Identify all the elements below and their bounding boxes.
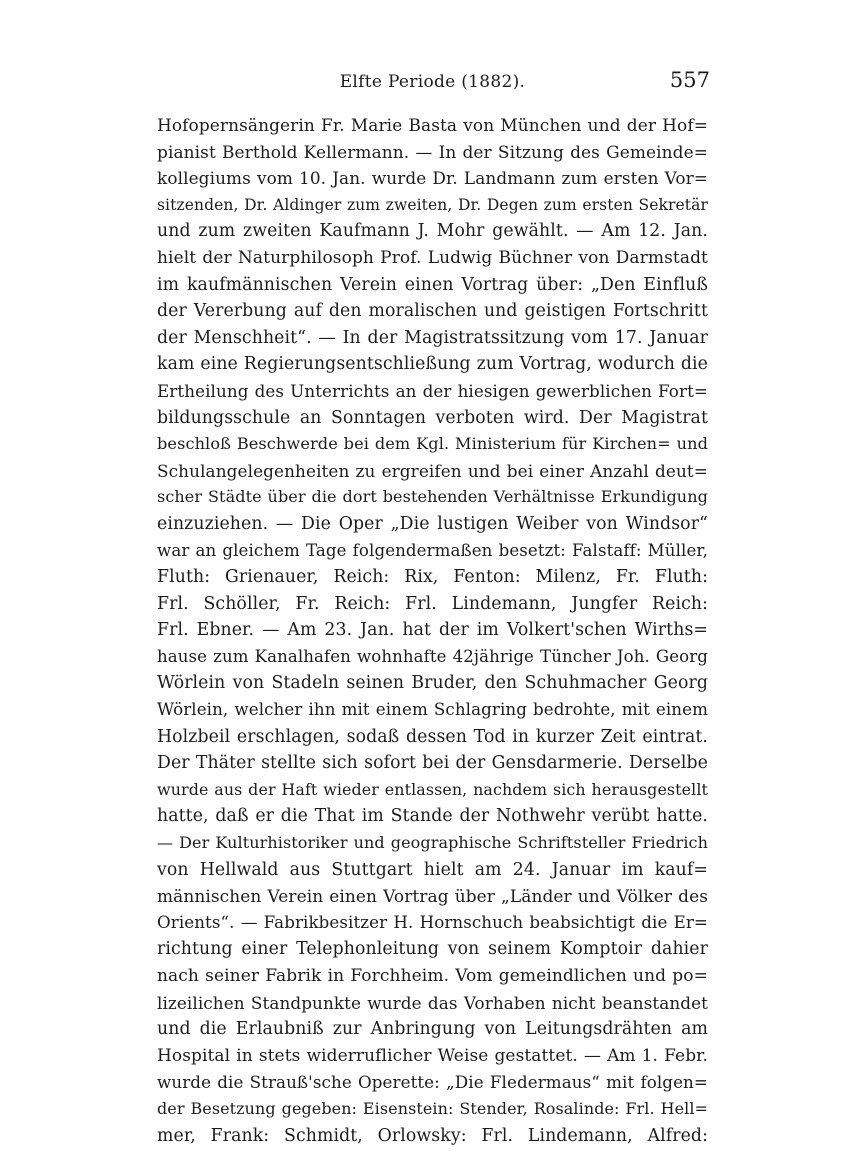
text-line: Hofopernsängerin Fr. Marie Basta von München und der Hof= (157, 115, 708, 135)
text-line: hielt der Naturphilosoph Prof. Ludwig Büchner von Darmstadt (157, 247, 708, 268)
text-line: Der Thäter stellte sich sofort bei der Gensdarmerie. Derselbe (157, 753, 708, 774)
text-line: beschloß Beschwerde bei dem Kgl. Ministerium für Kirchen= und (157, 434, 708, 454)
text-line: bildungsschule an Sonntagen verboten wird. Der Magistrat (157, 407, 708, 428)
text-line: scher Städte über die dort bestehenden Verhältnisse Erkundigung (157, 487, 708, 507)
text-line: von Hellwald aus Stuttgart hielt am 24. Januar im kauf= (157, 859, 708, 880)
text-line: war an gleichem Tage folgendermaßen besetzt: Falstaff: Müller, (157, 540, 708, 560)
text-line: Hospital in stets widerruflicher Weise gestattet. — Am 1. Febr. (157, 1045, 708, 1066)
text-line: im kaufmännischen Verein einen Vortrag über: „Den Einfluß (157, 274, 708, 295)
text-line: der Besetzung gegeben: Eisenstein: Stender, Rosalinde: Frl. Hell= (157, 1098, 708, 1118)
text-line: mer, Frank: Schmidt, Orlowsky: Frl. Lindemann, Alfred: (157, 1125, 708, 1146)
text-line: lizeilichen Standpunkte wurde das Vorhaben nicht beanstandet (157, 992, 708, 1013)
text-line: und die Erlaubniß zur Anbringung von Leitungsdrähten am (157, 1019, 708, 1040)
text-line: Frl. Schöller, Fr. Reich: Frl. Lindemann, Jungfer Reich: (157, 593, 708, 614)
running-head (155, 64, 710, 104)
text-line: Ertheilung des Unterrichts an der hiesigen gewerblichen Fort= (157, 380, 708, 401)
text-line: der Menschheit“. — In der Magistratssitzung vom 17. Januar (157, 327, 708, 348)
text-line: hatte, daß er die That im Stande der Nothwehr verübt hatte. (157, 806, 708, 827)
text-line: Wörlein, welcher ihn mit einem Schlagring bedrohte, mit einem (157, 700, 708, 720)
text-line: hause zum Kanalhafen wohnhafte 42jährige Tüncher Joh. Georg (157, 646, 708, 666)
text-line: — Der Kulturhistoriker und geographische Schriftsteller Friedrich (157, 833, 708, 853)
text-line: sitzenden, Dr. Aldinger zum zweiten, Dr. Degen zum ersten Sekretär (157, 195, 708, 214)
text-line: kam eine Regierungsentschließung zum Vortrag, wodurch die (157, 354, 708, 375)
text-line: Orients“. — Fabrikbesitzer H. Hornschuch beabsichtigt die Er= (157, 912, 708, 932)
text-line: und zum zweiten Kaufmann J. Mohr gewählt. — Am 12. Jan. (157, 221, 708, 242)
text-line: männischen Verein einen Vortrag über „Länder und Völker des (157, 886, 708, 907)
text-line: richtung einer Telephonleitung von seinem Komptoir dahier (157, 939, 708, 960)
running-title: Elfte Periode (1882). (339, 72, 526, 92)
text-line: wurde die Strauß'sche Operette: „Die Fledermaus“ mit folgen= (157, 1072, 708, 1093)
text-line: Fluth: Grienauer, Reich: Rix, Fenton: Milenz, Fr. Fluth: (157, 567, 708, 588)
text-line: Wörlein von Stadeln seinen Bruder, den Schuhmacher Georg (157, 673, 708, 694)
text-line: Frl. Ebner. — Am 23. Jan. hat der im Volkert'schen Wirths= (157, 620, 708, 641)
text-line: wurde aus der Haft wieder entlassen, nachdem sich herausgestellt (157, 779, 708, 799)
page-number: 557 (669, 68, 710, 92)
body-text (157, 112, 708, 1149)
text-line: pianist Berthold Kellermann. — In der Sitzung des Gemeinde= (157, 141, 708, 162)
text-line: Holzbeil erschlagen, sodaß dessen Tod in kurzer Zeit eintrat. (157, 726, 708, 747)
text-line: einzuziehen. — Die Oper „Die lustigen Weiber von Windsor“ (157, 513, 708, 534)
text-line: kollegiums vom 10. Jan. wurde Dr. Landmann zum ersten Vor= (157, 168, 708, 189)
text-line: Schulangelegenheiten zu ergreifen und bei einer Anzahl deut= (157, 460, 708, 481)
text-line: nach seiner Fabrik in Forchheim. Vom gemeindlichen und po= (157, 966, 708, 986)
text-line: der Vererbung auf den moralischen und geistigen Fortschritt (157, 301, 708, 322)
